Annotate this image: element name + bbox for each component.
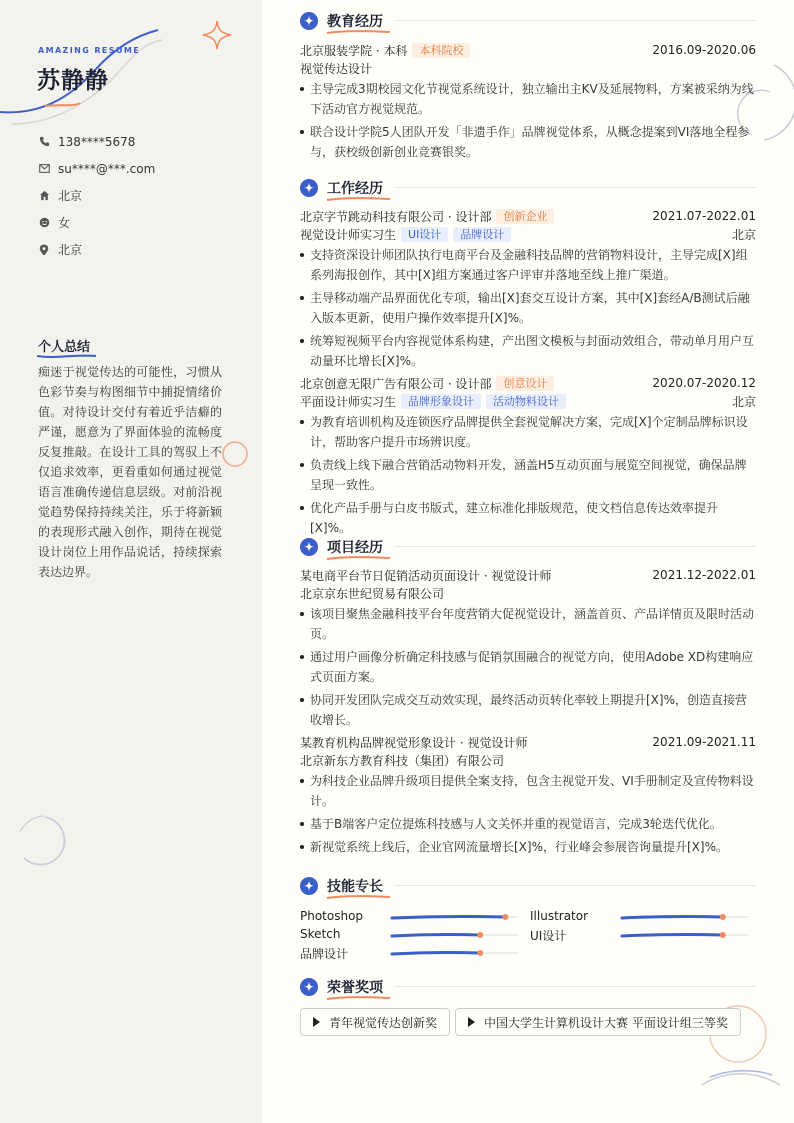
candidate-name: 苏静静 <box>37 68 109 94</box>
play-triangle-icon <box>313 1017 320 1027</box>
contact-gender <box>38 209 155 236</box>
work-role-row <box>300 392 756 410</box>
star-badge-icon <box>300 12 318 30</box>
role-tag: UI设计 <box>401 227 448 242</box>
skill-name: Illustrator <box>530 909 589 923</box>
list-item: 基于B端客户定位提炼科技感与人文关怀并重的视觉语言，完成3轮迭代优化。 <box>300 814 756 834</box>
skill-name: Photoshop <box>300 909 364 923</box>
list-item: 该项目聚焦金融科技平台年度营销大促视觉设计，涵盖首页、产品详情页及限时活动页。 <box>300 604 756 644</box>
project-date: 2021.09-2021.11 <box>652 735 756 749</box>
list-item: 优化产品手册与白皮书版式，建立标准化排版规范，使文档信息传达效率提升[X]%。 <box>300 498 756 538</box>
contact-list <box>38 128 155 263</box>
skill-fill <box>392 934 480 936</box>
contact-location <box>38 236 155 263</box>
skill-name: UI设计 <box>530 929 567 943</box>
work-date: 2021.07-2022.01 <box>652 209 756 223</box>
skill-item <box>300 908 520 926</box>
skill-marker <box>477 932 483 938</box>
work-date: 2020.07-2020.12 <box>652 376 756 390</box>
skill-item <box>300 944 520 962</box>
title-underline-decor <box>326 554 392 562</box>
role-tag: 品牌设计 <box>453 227 511 242</box>
summary-text: 痴迷于视觉传达的可能性，习惯从色彩节奏与构图细节中捕捉情绪价值。对待设计交付有着近乎洁癖的严谨，愿意为了界面体验的流畅度反复推敲。在设计工具的驾驭上不仅追求效率，更看重如何通过视觉语言准确传递信息层级。对前沿视觉趋势保持持续关注，乐于将新颖的表现形式融入创作，期待在视觉设计岗位上用作品说话，持续探索表达边界。 <box>38 365 222 579</box>
award-item <box>455 1008 741 1036</box>
education-date: 2016.09-2020.06 <box>652 43 756 57</box>
sidebar <box>0 0 262 1123</box>
award-item <box>300 1008 450 1036</box>
location-icon <box>38 244 50 256</box>
home-icon <box>38 190 50 202</box>
summary-underline-decor <box>36 352 98 360</box>
skill-level-bar <box>390 926 520 944</box>
contact-home-text: 北京 <box>58 189 83 203</box>
star-badge-icon <box>300 877 318 895</box>
work-header <box>300 177 756 203</box>
skill-level-bar <box>390 908 520 926</box>
list-item: 主导移动端产品界面优化专项，输出[X]套交互设计方案，其中[X]套经A/B测试后融入版本更新，使用户操作效率提升[X]%。 <box>300 288 756 328</box>
project-entry-header <box>300 733 756 751</box>
award-label: 青年视觉传达创新奖 <box>329 1015 438 1030</box>
skill-fill <box>622 916 723 918</box>
title-underline-decor <box>326 195 392 203</box>
skills-section <box>300 875 756 960</box>
list-item: 主导完成3期校园文化节视觉系统设计，独立输出主KV及延展物料，方案被采纳为线下活动官方视觉规范。 <box>300 79 756 119</box>
skill-item <box>530 908 750 926</box>
projects-title: 项目经历 <box>327 540 383 556</box>
title-underline-decor <box>326 893 392 901</box>
section-rule <box>395 986 756 987</box>
skill-name: 品牌设计 <box>300 947 349 961</box>
list-item: 新视觉系统上线后，企业官网流量增长[X]%，行业峰会参展咨询量提升[X]%。 <box>300 837 756 857</box>
project-name: 某电商平台节日促销活动页面设计 · 视觉设计师 <box>300 568 552 583</box>
education-header <box>300 10 756 36</box>
summary-title: 个人总结 <box>38 340 91 355</box>
skill-item <box>530 926 750 944</box>
work-role: 平面设计师实习生 <box>300 394 397 409</box>
company-name: 北京创意无限广告有限公司 · 设计部 <box>300 376 492 391</box>
section-rule <box>395 187 756 188</box>
project-org-row <box>300 751 756 769</box>
school-name: 北京服装学院 · 本科 <box>300 43 408 58</box>
contact-home <box>38 182 155 209</box>
role-tag: 品牌形象设计 <box>401 394 481 409</box>
phone-icon <box>38 136 50 148</box>
education-major: 视觉传达设计 <box>300 61 373 76</box>
work-section <box>300 177 756 541</box>
star-badge-icon <box>300 538 318 556</box>
list-item: 负责线上线下融合营销活动物料开发，涵盖H5互动页面与展览空间视觉，确保品牌呈现一致性。 <box>300 455 756 495</box>
project-date: 2021.12-2022.01 <box>652 568 756 582</box>
resume-tagline: AMAZING RESUME <box>38 46 141 55</box>
company-tag: 创新企业 <box>496 209 554 224</box>
gender-icon <box>38 217 50 229</box>
skill-marker <box>720 932 726 938</box>
section-rule <box>395 20 756 21</box>
contact-location-text: 北京 <box>58 243 83 257</box>
title-underline-decor <box>326 28 392 36</box>
honors-section <box>300 976 756 1036</box>
work-city: 北京 <box>731 394 756 409</box>
title-underline-decor <box>326 994 392 1002</box>
work-title: 工作经历 <box>327 181 383 197</box>
projects-header <box>300 536 756 562</box>
sparkle-star-icon <box>202 20 232 50</box>
list-item: 协同开发团队完成交互动效实现，最终活动页转化率较上期提升[X]%，创造直接营收增长。 <box>300 690 756 730</box>
contact-gender-text: 女 <box>58 216 71 230</box>
education-bullets <box>300 79 756 162</box>
project-org: 北京京东世纪贸易有限公司 <box>300 586 445 601</box>
award-label: 中国大学生计算机设计大赛 平面设计组三等奖 <box>484 1015 728 1030</box>
awards-list <box>300 1008 756 1036</box>
list-item: 联合设计学院5人团队开发「非遗手作」品牌视觉体系，从概念提案到VI落地全程参与，获校级创新创业竞赛银奖。 <box>300 122 756 162</box>
contact-email <box>38 155 155 182</box>
work-entry-header <box>300 374 756 392</box>
education-entry-header <box>300 41 756 59</box>
list-item: 为科技企业品牌升级项目提供全案支持，包含主视觉开发、VI手册制定及宣传物料设计。 <box>300 771 756 811</box>
skill-fill <box>392 916 505 918</box>
skill-level-bar <box>390 944 520 962</box>
education-major-row <box>300 59 756 77</box>
contact-phone <box>38 128 155 155</box>
company-tag: 创意设计 <box>496 376 554 391</box>
work-role: 视觉设计师实习生 <box>300 227 397 242</box>
list-item: 支持资深设计师团队执行电商平台及金融科技品牌的营销物料设计，主导完成[X]组系列海报创作，其中[X]组方案通过客户评审并落地至线上推广渠道。 <box>300 245 756 285</box>
skill-level-bar <box>620 926 750 944</box>
contact-email-text: su****@***.com <box>58 161 156 176</box>
education-title: 教育经历 <box>327 14 383 30</box>
skill-level-bar <box>620 908 750 926</box>
project-entry-header <box>300 566 756 584</box>
contact-phone-text: 138****5678 <box>58 134 136 149</box>
skill-marker <box>502 914 508 920</box>
project-org-row <box>300 584 756 602</box>
email-icon <box>38 163 50 175</box>
role-tag: 活动物料设计 <box>486 394 566 409</box>
work-role-row <box>300 225 756 243</box>
list-item: 通过用户画像分析确定科技感与促销氛围融合的视觉方向，使用Adobe XD构建响应式页面方案。 <box>300 647 756 687</box>
company-name: 北京字节跳动科技有限公司 · 设计部 <box>300 209 492 224</box>
skill-fill <box>392 952 480 954</box>
school-tag: 本科院校 <box>412 43 470 58</box>
work-city: 北京 <box>731 227 756 242</box>
section-rule <box>395 546 756 547</box>
project-bullets <box>300 771 756 857</box>
skills-title: 技能专长 <box>327 879 383 895</box>
skill-name: Sketch <box>300 927 341 941</box>
skills-header <box>300 875 756 901</box>
grey-circle-decor <box>10 810 80 880</box>
honors-header <box>300 976 756 1002</box>
projects-section <box>300 536 756 860</box>
education-section <box>300 10 756 165</box>
wave-lines-decor <box>700 1065 790 1105</box>
project-bullets <box>300 604 756 730</box>
skill-marker <box>477 950 483 956</box>
list-item: 统筹短视频平台内容视觉体系构建，产出图文模板与封面动效组合，带动单月用户互动量环比增长[X]%。 <box>300 331 756 371</box>
play-triangle-icon <box>468 1017 475 1027</box>
section-rule <box>395 885 756 886</box>
project-org: 北京新东方教育科技（集团）有限公司 <box>300 753 505 768</box>
skill-item <box>300 926 520 944</box>
skill-fill <box>622 934 723 936</box>
orange-circle-decor <box>220 439 250 469</box>
skill-marker <box>720 914 726 920</box>
project-name: 某教育机构品牌视觉形象设计 · 视觉设计师 <box>300 735 528 750</box>
work-bullets <box>300 412 756 538</box>
honors-title: 荣誉奖项 <box>327 980 383 996</box>
skills-list <box>300 904 756 960</box>
star-badge-icon <box>300 179 318 197</box>
star-badge-icon <box>300 978 318 996</box>
list-item: 为教育培训机构及连锁医疗品牌提供全套视觉解决方案，完成[X]个定制品牌标识设计，帮助客户提升市场辨识度。 <box>300 412 756 452</box>
work-entry-header <box>300 207 756 225</box>
work-bullets <box>300 245 756 371</box>
